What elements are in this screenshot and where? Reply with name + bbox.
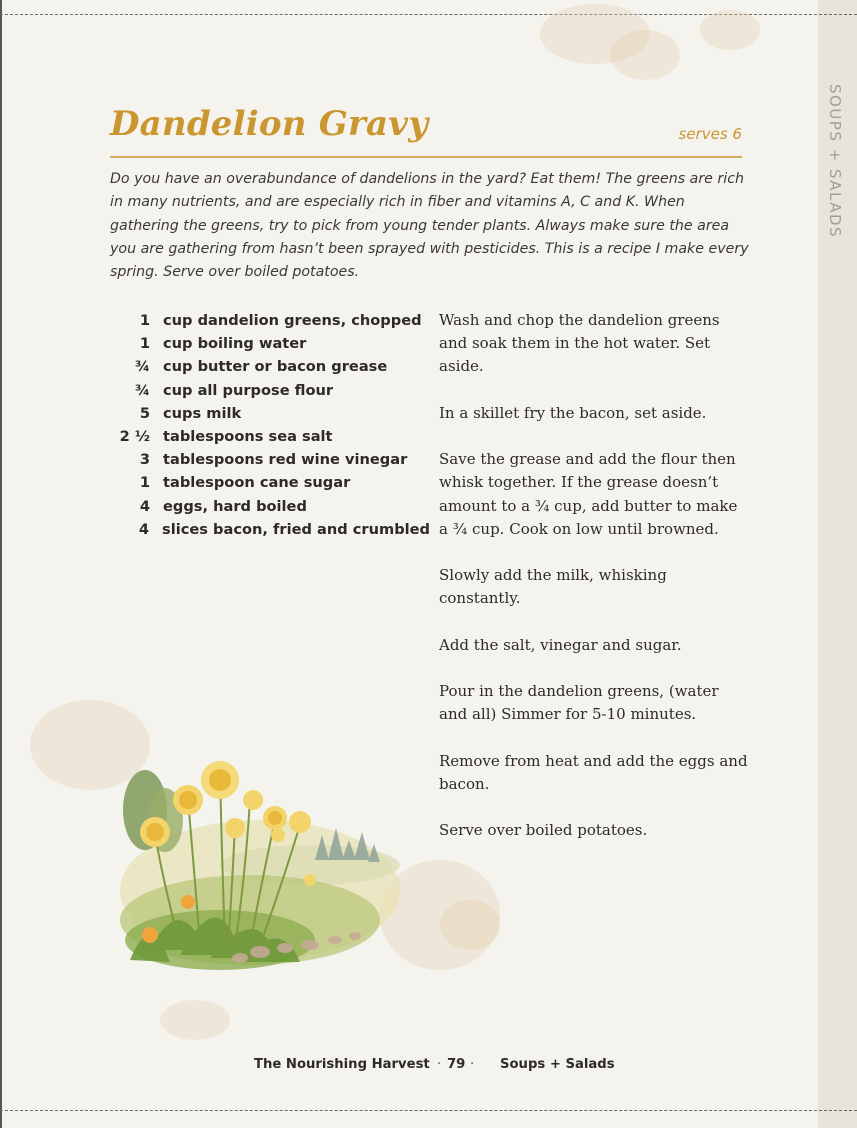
ingredient-quantity: 4 bbox=[139, 497, 150, 515]
ingredient-item: tablespoons sea salt bbox=[163, 428, 333, 446]
ingredient-row bbox=[100, 448, 430, 471]
recipe-title: Dandelion Gravy bbox=[110, 104, 429, 144]
ingredient-item: tablespoon cane sugar bbox=[163, 474, 351, 492]
page-left-edge bbox=[0, 0, 2, 1128]
watercolor-splash bbox=[610, 30, 680, 80]
ingredient-quantity: 1 bbox=[139, 474, 150, 492]
direction-step: Wash and chop the dandelion greens and soak them in the hot water. Set aside. bbox=[439, 311, 720, 376]
ingredient-row bbox=[100, 495, 430, 518]
bottom-cut-line bbox=[0, 1110, 857, 1111]
footer-separator: · bbox=[437, 1057, 442, 1072]
ingredient-item: tablespoons red wine vinegar bbox=[163, 451, 408, 469]
ingredient-quantity: 5 bbox=[139, 404, 150, 422]
direction-step: Remove from heat and add the eggs and bacon. bbox=[439, 751, 748, 793]
ingredient-item: eggs, hard boiled bbox=[163, 497, 307, 515]
ingredient-row bbox=[100, 402, 430, 425]
ingredient-quantity: 1 bbox=[139, 312, 150, 329]
ingredient-row bbox=[100, 518, 430, 541]
dandelion-illustration-image bbox=[110, 740, 400, 980]
recipe-intro: Do you have an overabundance of dandelions in the yard? Eat them! The greens are rich in many nutrients, and are especially rich in fiber and vitamins A, C and K. When gathering the greens, try to pick from young tender plants. Always make sure the area you are gathering from hasn’t been sprayed with pesticides. This is a recipe I make every spring. Serve over boiled potatoes. bbox=[110, 171, 749, 281]
ingredient-quantity: 3 bbox=[139, 451, 150, 469]
footer-separator: · bbox=[470, 1057, 475, 1072]
ingredient-row bbox=[100, 379, 430, 402]
watercolor-splash bbox=[440, 900, 500, 950]
ingredient-row bbox=[100, 471, 430, 494]
ingredient-list bbox=[100, 309, 430, 541]
direction-step: Slowly add the milk, whisking constantly. bbox=[439, 566, 667, 608]
ingredient-quantity: ¾ bbox=[134, 381, 150, 399]
footer-book-title: The Nourishing Harvest bbox=[254, 1057, 430, 1072]
direction-step: Add the salt, vinegar and sugar. bbox=[439, 635, 682, 654]
ingredient-quantity: ¾ bbox=[134, 358, 150, 376]
ingredient-item: cup boiling water bbox=[163, 335, 307, 353]
ingredient-item: cups milk bbox=[163, 404, 242, 422]
direction-step: In a skillet fry the bacon, set aside. bbox=[439, 403, 707, 422]
ingredient-item: cup butter or bacon grease bbox=[163, 358, 388, 376]
ingredient-row bbox=[100, 332, 430, 355]
ingredient-item: cup all purpose flour bbox=[163, 381, 334, 399]
ingredient-row bbox=[100, 309, 430, 332]
ingredient-quantity: 2 ½ bbox=[119, 428, 150, 446]
ingredient-item: slices bacon, fried and crumbled bbox=[162, 520, 430, 538]
page-footer bbox=[0, 1057, 857, 1077]
direction-step: Pour in the dandelion greens, (water and all) Simmer for 5-10 minutes. bbox=[439, 682, 719, 724]
watercolor-splash bbox=[160, 1000, 230, 1040]
section-tab-label: SOUPS + SALADS bbox=[826, 84, 844, 239]
direction-list bbox=[439, 309, 749, 866]
ingredient-quantity: 1 bbox=[139, 335, 150, 353]
ingredient-row bbox=[100, 355, 430, 378]
ingredient-row bbox=[100, 425, 430, 448]
footer-page-number: 79 bbox=[447, 1057, 466, 1072]
ingredient-item: cup dandelion greens, chopped bbox=[163, 312, 422, 329]
footer-section: Soups + Salads bbox=[500, 1057, 615, 1072]
watercolor-splash bbox=[700, 10, 760, 50]
ingredient-quantity: 4 bbox=[138, 520, 150, 538]
title-rule bbox=[110, 156, 742, 158]
direction-step: Save the grease and add the flour then whisk together. If the grease doesn’t amount to a ¾ cup, add butter to make a ¾ cup. Cook on low until browned. bbox=[439, 450, 738, 538]
dandelion-illustration bbox=[110, 740, 400, 984]
recipe-servings: serves 6 bbox=[678, 125, 742, 143]
direction-step: Serve over boiled potatoes. bbox=[439, 821, 648, 840]
